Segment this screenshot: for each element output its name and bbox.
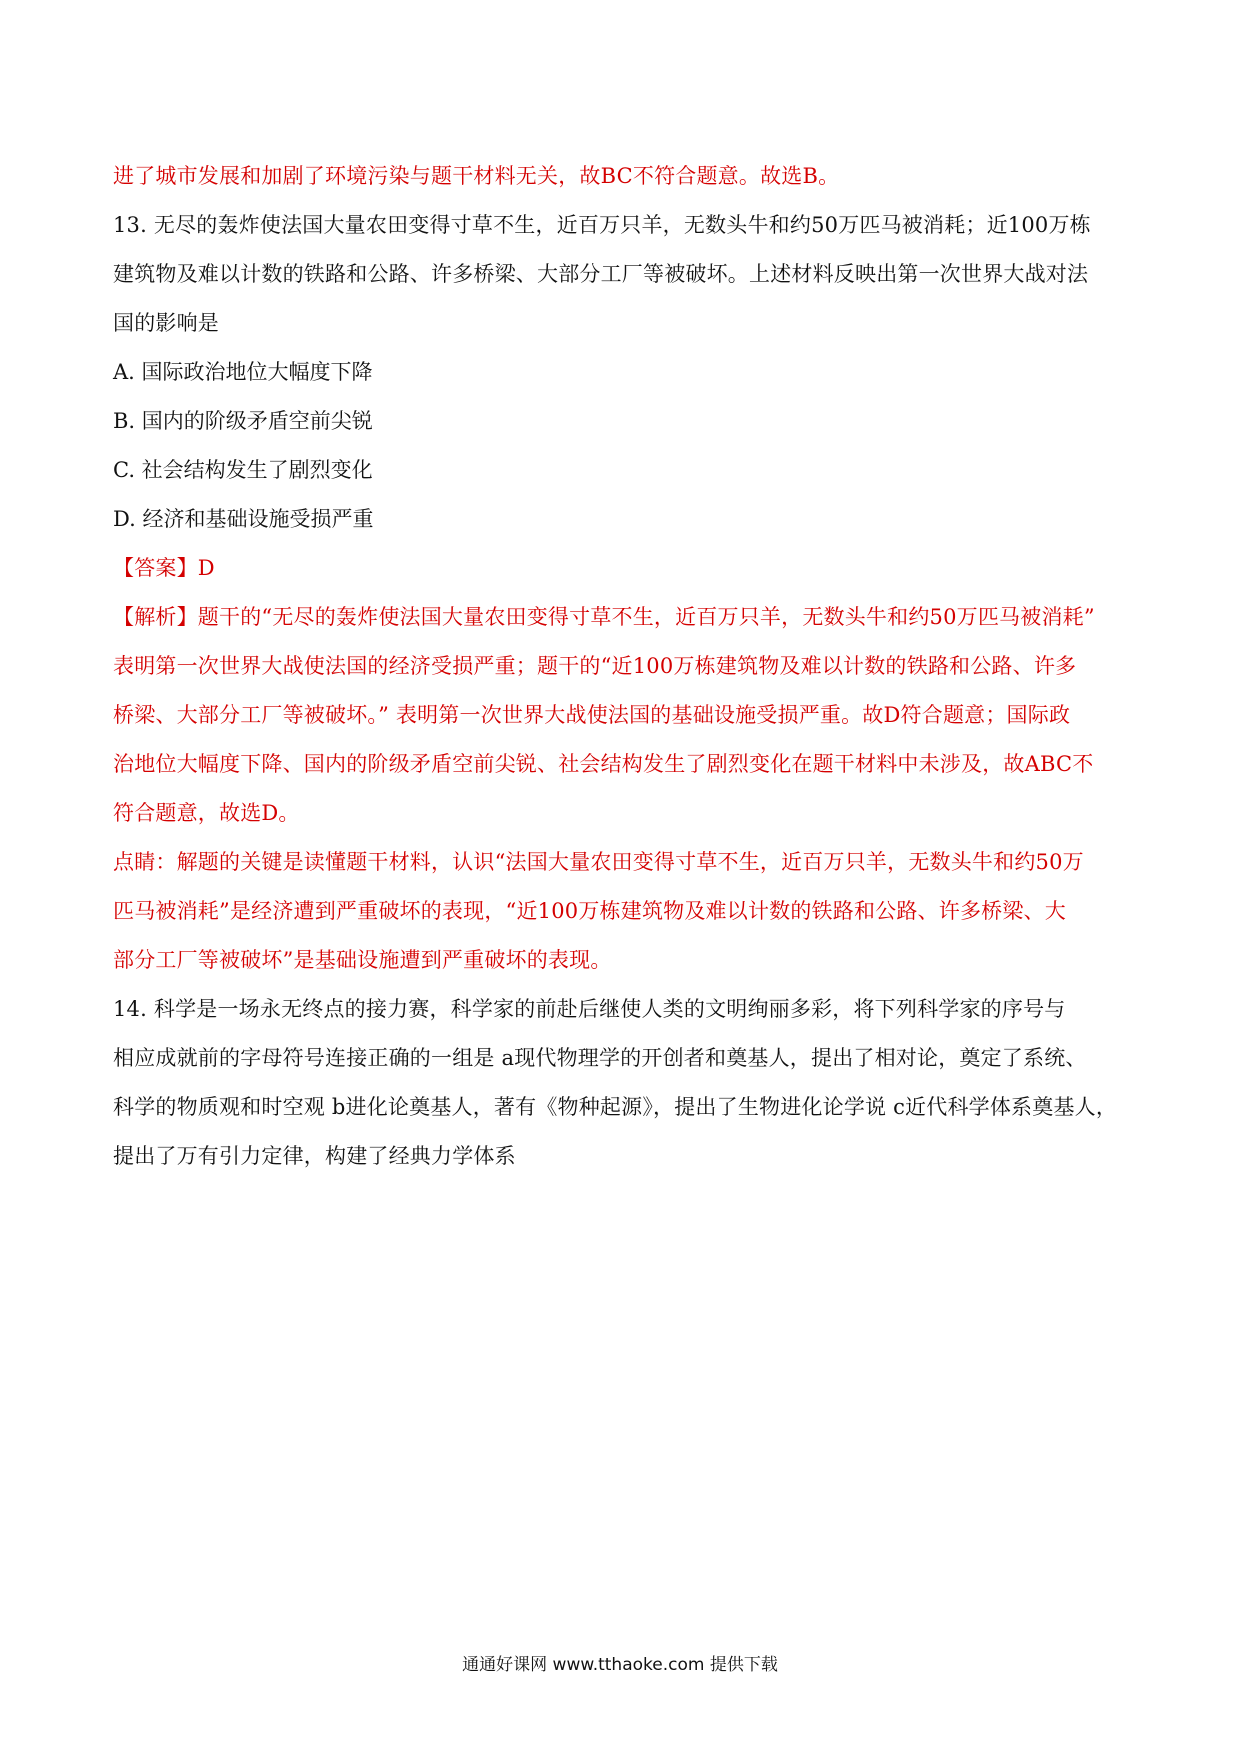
page-footer: 通通好课网 www.tthaoke.com 提供下载 [462,1655,778,1675]
question-14-line: 提出了万有引力定律，构建了经典力学体系 [113,1144,516,1168]
question-13-line: 国的影响是 [113,311,219,335]
option-d: D. 经济和基础设施受损严重 [113,507,374,531]
question-14-line: 14. 科学是一场永无终点的接力赛，科学家的前赴后继使人类的文明绚丽多彩，将下列科学家的序号与 [113,997,1066,1021]
tip-line: 匹马被消耗”是经济遭到严重破坏的表现，“近100万栋建筑物及难以计数的铁路和公路、许多桥梁、大 [113,899,1066,923]
question-14-line: 科学的物质观和时空观 b进化论奠基人，著有《物种起源》，提出了生物进化论学说 c近代科学体系奠基人， [113,1095,1118,1119]
question-14-line: 相应成就前的字母符号连接正确的一组是 a现代物理学的开创者和奠基人，提出了相对论，奠定了系统、 [113,1046,1087,1070]
answer-label: 【答案】D [113,556,215,580]
previous-analysis-tail: 进了城市发展和加剧了环境污染与题干材料无关，故BC不符合题意。故选B。 [113,164,840,188]
question-13 [113,201,1133,985]
tip-line: 部分工厂等被破坏”是基础设施遭到严重破坏的表现。 [113,948,612,972]
option-b: B. 国内的阶级矛盾空前尖锐 [113,409,373,433]
analysis-line: 符合题意，故选D。 [113,801,300,825]
option-a: A. 国际政治地位大幅度下降 [113,360,373,384]
analysis-line: 【解析】题干的“无尽的轰炸使法国大量农田变得寸草不生，近百万只羊，无数头牛和约50万匹马被消耗” [113,605,1095,629]
analysis-line: 表明第一次世界大战使法国的经济受损严重；题干的“近100万栋建筑物及难以计数的铁路和公路、许多 [113,654,1077,678]
analysis-line: 治地位大幅度下降、国内的阶级矛盾空前尖锐、社会结构发生了剧烈变化在题干材料中未涉及，故ABC不 [113,752,1094,776]
analysis-line: 桥梁、大部分工厂等被破坏。” 表明第一次世界大战使法国的基础设施受损严重。故D符合题意；国际政 [113,703,1071,727]
question-13-line: 建筑物及难以计数的铁路和公路、许多桥梁、大部分工厂等被破坏。上述材料反映出第一次世界大战对法 [113,262,1089,286]
option-c: C. 社会结构发生了剧烈变化 [113,458,373,482]
document-content [113,152,1133,1181]
question-14 [113,985,1133,1181]
question-13-line: 13. 无尽的轰炸使法国大量农田变得寸草不生，近百万只羊，无数头牛和约50万匹马被消耗；近100万栋 [113,213,1091,237]
tip-line: 点睛：解题的关键是读懂题干材料，认识“法国大量农田变得寸草不生，近百万只羊，无数头牛和约50万 [113,850,1084,874]
